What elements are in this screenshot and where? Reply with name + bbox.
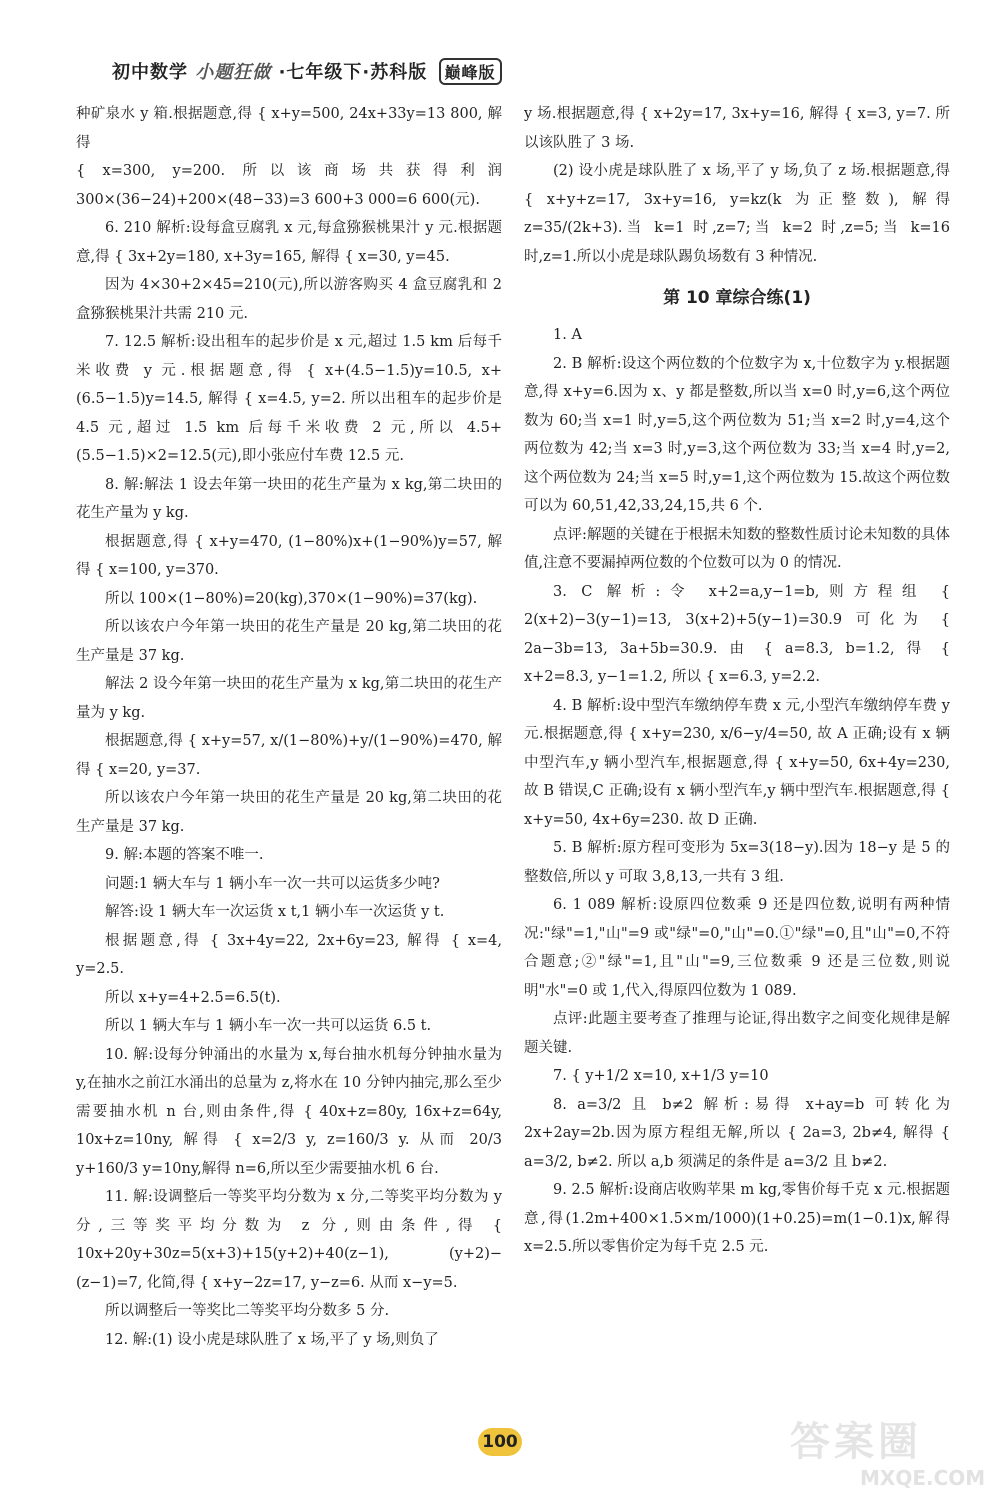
answer-6: 6. 210 解析:设每盒豆腐乳 x 元,每盒猕猴桃果汁 y 元.根据题意,得 { 3x+2y=180, x+3y=165, 解得 { x=30, y=45. <box>76 220 502 265</box>
text-paragraph: 解法 2 设今年第一块田的花生产量为 x kg,第二块田的花生产量为 y kg. <box>76 676 502 721</box>
text-paragraph: 根据题意,得 { x+y=57, x/(1−80%)+y/(1−90%)=470, 解得 { x=20, y=37. <box>76 733 502 778</box>
answer-8: 8. a=3/2 且 b≠2 解析:易得 x+ay=b 可转化为 2x+2ay=2b.因为原方程组无解,所以 { 2a=3, 2b≠4, 解得 { a=3/2, b≠2. 所以 a,b 须满足的条件是 a=3/2 且 b≠2. <box>524 1096 950 1170</box>
answer-12: 12. 解:(1) 设小虎是球队胜了 x 场,平了 y 场,则负了 <box>105 1331 439 1348</box>
watermark-url: MXQE.COM <box>860 1466 986 1490</box>
watermark <box>790 1410 990 1490</box>
text-paragraph: 所以 x+y=4+2.5=6.5(t). <box>105 989 281 1006</box>
section-title: 第 10 章综合练(1) <box>663 288 811 308</box>
answer-11: 11. 解:设调整后一等奖平均分数为 x 分,二等奖平均分数为 y 分,三等奖平均分数为 z 分,则由条件,得 { 10x+20y+30z=5(x+3)+15(y+2)+40(z−1), (y+2)−(z−1)=7, 化简,得 { x+y−2z=17, y−z=6. 从而 x−y=5. <box>76 1189 502 1291</box>
text-paragraph: 所以 100×(1−80%)=20(kg),370×(1−90%)=37(kg). <box>105 590 478 607</box>
edition-badge: 巅峰版 <box>439 58 502 85</box>
answer-3: 3. C 解析:令 x+2=a,y−1=b,则方程组 { 2(x+2)−3(y−1)=13, 3(x+2)+5(y−1)=30.9 可化为 { 2a−3b=13, 3a+5b=30.9. 由 { a=8.3, b=1.2, 得 { x+2=8.3, y−1=1.2, 所以 { x=6.3, y=2.2. <box>524 583 950 685</box>
answer-9: 9. 解:本题的答案不唯一. <box>105 847 264 863</box>
comment: 点评:解题的关键在于根据未知数的整数性质讨论未知数的具体值,注意不要漏掉两位数的个位数可以为 0 的情况. <box>524 526 950 571</box>
text-paragraph: 所以调整后一等奖比二等奖平均分数多 5 分. <box>105 1303 390 1319</box>
text-paragraph: 所以该农户今年第一块田的花生产量是 20 kg,第二块田的花生产量是 37 kg. <box>76 619 502 664</box>
text-paragraph: y 场.根据题意,得 { x+2y=17, 3x+y=16, 解得 { x=3, y=7. 所以该队胜了 3 场. <box>524 106 950 151</box>
answer-5: 5. B 解析:原方程可变形为 5x=3(18−y).因为 18−y 是 5 的整数倍,所以 y 可取 3,8,13,一共有 3 组. <box>524 840 950 885</box>
text-paragraph: 问题:1 辆大车与 1 辆小车一次一共可以运货多少吨? <box>105 875 440 892</box>
text-paragraph: 所以该农户今年第一块田的花生产量是 20 kg,第二块田的花生产量是 37 kg. <box>76 790 502 835</box>
answer-2: 2. B 解析:设这个两位数的个位数字为 x,十位数字为 y.根据题意,得 x+y=6.因为 x、y 都是整数,所以当 x=0 时,y=6,这个两位数为 60;当 x=1 时,y=5,这个两位数为 51;当 x=2 时,y=4,这个两位数为 42;当 x=3 时,y=3,这个两位数为 33;当 x=4 时,y=2,这个两位数为 24;当 x=5 时,y=1,这个两位数为 15.故这个两位数可以为 60,51,42,33,24,15,共 6 个. <box>524 355 950 514</box>
text-paragraph: 因为 4×30+2×45=210(元),所以游客购买 4 盒豆腐乳和 2 盒猕猴桃果汁共需 210 元. <box>76 277 502 322</box>
book-subtitle: ·七年级下·苏科版 <box>278 62 428 83</box>
answer-10: 10. 解:设每分钟涌出的水量为 x,每台抽水机每分钟抽水量为 y,在抽水之前江水涌出的总量为 z,将水在 10 分钟内抽完,那么至少需要抽水机 n 台,则由条件,得 { 40x+z=80y, 16x+z=64y, 10x+z=10ny, 解得 { x=2/3 y, z=160/3 y. 从而 20/3 y+160/3 y=10ny,解得 n=6,所以至少需要抽水机 6 台. <box>76 1046 502 1177</box>
text-paragraph: 所以 1 辆大车与 1 辆小车一次一共可以运货 6.5 t. <box>105 1018 432 1034</box>
text-paragraph: 种矿泉水 y 箱.根据题意,得 { x+y=500, 24x+33y=13 800, 解得 <box>76 106 502 151</box>
comment: 点评:此题主要考查了推理与论证,得出数字之间变化规律是解题关键. <box>524 1011 950 1056</box>
answer-1: 1. A <box>553 327 582 343</box>
left-column <box>76 100 502 1354</box>
answer-6: 6. 1 089 解析:设原四位数乘 9 还是四位数,说明有两种情况:"绿"=1,"山"=9 或"绿"=0,"山"=0.①"绿"=0,且"山"=0,不符合题意;②"绿"=1,且"山"=9,三位数乘 9 还是三位数,则说明"水"=0 或 1,代入,得原四位数为 1 089. <box>524 897 950 999</box>
answer-9: 9. 2.5 解析:设商店收购苹果 m kg,零售价每千克 x 元.根据题意,得(1.2m+400×1.5×m/1000)(1+0.25)=m(1−0.1)x,解得 x=2.5.所以零售价定为每千克 2.5 元. <box>524 1182 950 1255</box>
answer-4: 4. B 解析:设中型汽车缴纳停车费 x 元,小型汽车缴纳停车费 y 元.根据题意,得 { x+y=230, x/6−y/4=50, 故 A 正确;设有 x 辆中型汽车,y 辆小型汽车,根据题意,得 { x+y=50, 6x+4y=230, 故 B 错误,C 正确;设有 x 辆小型汽车,y 辆中型汽车.根据题意,得 { x+y=50, 4x+6y=230. 故 D 正确. <box>524 697 950 828</box>
text-paragraph: 根据题意,得 { x+y=470, (1−80%)x+(1−90%)y=57, 解得 { x=100, y=370. <box>76 533 502 578</box>
answer-7: 7. 12.5 解析:设出租车的起步价是 x 元,超过 1.5 km 后每千米收费 y 元.根据题意,得 { x+(4.5−1.5)y=10.5, x+(6.5−1.5)y=14.5, 解得 { x=4.5, y=2. 所以出租车的起步价是 4.5 元,超过 1.5 km 后每千米收费 2 元,所以 4.5+(5.5−1.5)×2=12.5(元),即小张应付车费 12.5 元. <box>76 334 502 464</box>
text-paragraph: 解答:设 1 辆大车一次运货 x t,1 辆小车一次运货 y t. <box>105 904 445 920</box>
text-paragraph: 根据题意,得 { 3x+4y=22, 2x+6y=23, 解得 { x=4, y=2.5. <box>76 932 502 977</box>
right-column <box>524 100 950 1262</box>
text-paragraph: (2) 设小虎是球队胜了 x 场,平了 y 场,负了 z 场.根据题意,得 { x+y+z=17, 3x+y=16, y=kz(k 为正整数), 解得 z=35/(2k+3).当 k=1 时,z=7;当 k=2 时,z=5;当 k=16 时,z=1.所以小虎是球队踢负场数有 3 种情况. <box>524 163 950 265</box>
page-header <box>112 58 502 85</box>
page-number: 100 <box>478 1428 522 1456</box>
book-title: 初中数学 <box>112 62 188 83</box>
answer-7: 7. { y+1/2 x=10, x+1/3 y=10 <box>553 1068 769 1084</box>
text-paragraph: { x=300, y=200. 所以该商场共获得利润 300×(36−24)+200×(48−33)=3 600+3 000=6 600(元). <box>76 163 502 208</box>
brand-logo: 小题狂做 <box>195 62 272 83</box>
answer-8: 8. 解:解法 1 设去年第一块田的花生产量为 x kg,第二块田的花生产量为 y kg. <box>76 476 502 521</box>
watermark-logo: 答案圈 <box>790 1419 922 1465</box>
